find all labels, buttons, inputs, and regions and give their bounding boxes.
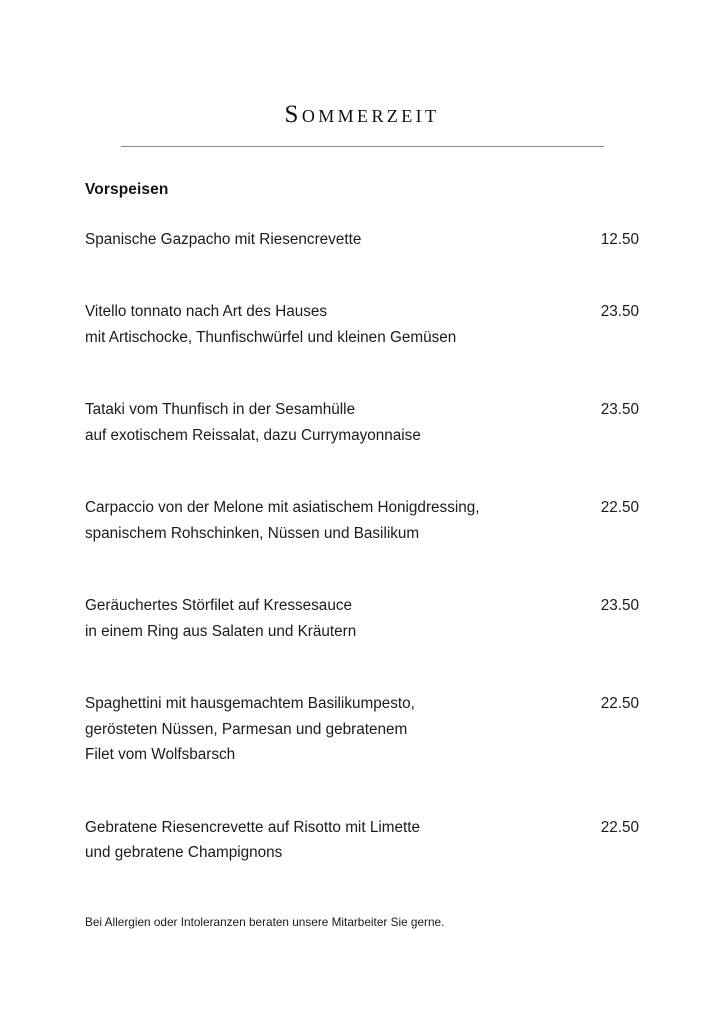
menu-item-line: gerösteten Nüssen, Parmesan und gebratenem: [85, 720, 408, 738]
menu-item-description: [85, 299, 456, 350]
menu-item-price: 23.50: [600, 401, 639, 418]
menu-item-line: mit Artischocke, Thunfischwürfel und kleinen Gemüsen: [85, 328, 457, 346]
page-title: Sommerzeit: [284, 101, 440, 128]
menu-item: [85, 815, 639, 866]
menu-item-line: Filet vom Wolfsbarsch: [85, 746, 236, 763]
menu-item-price: 23.50: [600, 597, 639, 614]
menu-item: [85, 495, 639, 546]
menu-item-description: [85, 227, 361, 253]
menu-item-description: [85, 397, 421, 448]
menu-item-price: 12.50: [600, 230, 639, 248]
menu-item-line: Geräuchertes Störfilet auf Kressesauce: [85, 597, 352, 614]
menu-item: [85, 227, 639, 253]
menu-item-price: 22.50: [600, 499, 639, 516]
menu-item-line: Carpaccio von der Melone mit asiatischem Honigdressing,: [85, 499, 480, 516]
menu-item-line: in einem Ring aus Salaten und Kräutern: [85, 622, 357, 640]
menu-item-description: [85, 691, 415, 768]
menu-item-list: [85, 199, 639, 866]
menu-item-line: Spanische Gazpacho mit Riesencrevette: [85, 230, 362, 248]
menu-item: [85, 299, 639, 350]
menu-item-line: und gebratene Champignons: [85, 844, 283, 861]
section-heading-vorspeisen: Vorspeisen: [85, 180, 169, 198]
menu-item-price: 22.50: [600, 818, 639, 836]
menu-item: [85, 397, 639, 448]
allergen-footnote: Bei Allergien oder Intoleranzen beraten unsere Mitarbeiter Sie gerne.: [85, 914, 445, 929]
menu-item-description: [85, 815, 420, 866]
menu-item: [85, 691, 639, 768]
menu-item-price: 22.50: [600, 695, 639, 712]
menu-item: [85, 593, 639, 644]
menu-item-description: [85, 593, 356, 644]
menu-item-line: spanischem Rohschinken, Nüssen und Basilikum: [85, 524, 420, 542]
menu-item-line: Vitello tonnato nach Art des Hauses: [85, 303, 328, 320]
menu-item-line: Tataki vom Thunfisch in der Sesamhülle: [85, 401, 356, 418]
menu-item-line: Gebratene Riesencrevette auf Risotto mit Limette: [85, 818, 420, 836]
menu-item-line: auf exotischem Reissalat, dazu Currymayonnaise: [85, 426, 421, 444]
menu-item-line: Spaghettini mit hausgemachtem Basilikumpesto,: [85, 695, 415, 712]
menu-item-description: [85, 495, 480, 546]
menu-item-price: 23.50: [600, 303, 639, 320]
